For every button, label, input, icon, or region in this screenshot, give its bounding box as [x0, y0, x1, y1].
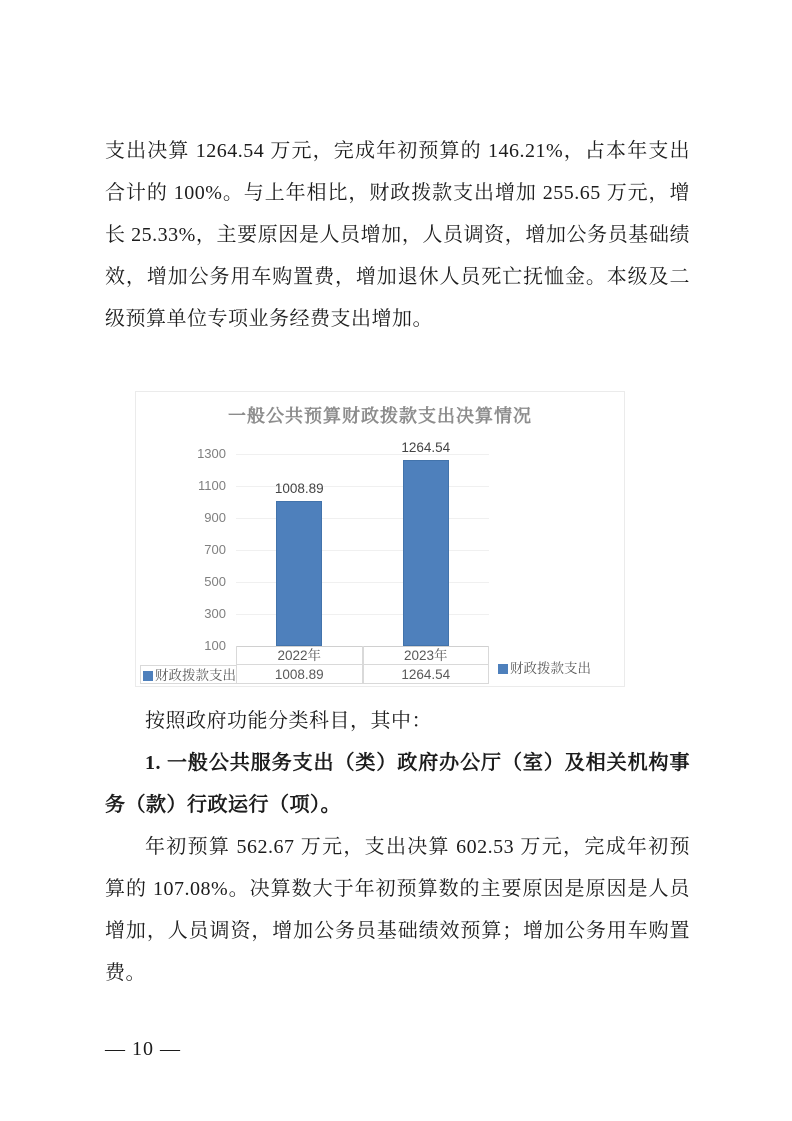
chart-bar — [403, 460, 449, 646]
chart-bar — [276, 501, 322, 646]
paragraph-classification-intro: 按照政府功能分类科目，其中： — [145, 710, 432, 732]
paragraph-expenditure-summary: 支出决算 1264.54 万元，完成年初预算的 146.21%，占本年支出合计的 100%。与上年相比，财政拨款支出增加 255.65 万元，增长 25.33%，主要原因是人员增加，人员调资，增加公务员基础绩效，增加公务用车购置费，增加退休人员死亡抚恤金。本级及二级预算单位专项业务经费支出增加。 — [105, 140, 690, 330]
y-axis-tick-label: 1100 — [198, 478, 226, 493]
table-category-cell: 2023年 — [363, 646, 490, 665]
chart-gridline — [236, 550, 489, 551]
y-axis-tick-label: 900 — [204, 510, 226, 525]
bar-value-label: 1264.54 — [401, 439, 451, 455]
chart-gridline — [236, 582, 489, 583]
bar-value-label: 1008.89 — [274, 480, 324, 496]
paragraph-item-1-detail: 年初预算 562.67 万元，支出决算 602.53 万元，完成年初预算的 107.08%。决算数大于年初预算数的主要原因是原因是人员增加，人员调资，增加公务员基础绩效预算；增加公务用车购置费。 — [105, 836, 690, 984]
legend-swatch — [498, 664, 508, 674]
table-series-label: 财政拨款支出 — [140, 665, 236, 684]
heading-item-1: 1. 一般公共服务支出（类）政府办公厅（室）及相关机构事务（款）行政运行（项）。 — [105, 752, 690, 816]
page-number: — 10 — — [105, 1038, 181, 1060]
table-value-cell: 1264.54 — [363, 665, 490, 684]
y-axis-tick-label: 1300 — [197, 446, 226, 461]
y-axis-tick-label: 700 — [204, 542, 226, 557]
chart-legend: 财政拨款支出 — [498, 657, 591, 677]
chart-gridline — [236, 614, 489, 615]
chart-title: 一般公共预算财政拨款支出决算情况 — [228, 406, 532, 426]
table-category-cell: 2022年 — [236, 646, 363, 665]
table-value-cell: 1008.89 — [236, 665, 363, 684]
bar-chart — [135, 391, 625, 687]
chart-gridline — [236, 518, 489, 519]
y-axis-tick-label: 300 — [204, 606, 226, 621]
y-axis-tick-label: 500 — [204, 574, 226, 589]
series-swatch — [143, 671, 153, 681]
y-axis-tick-label: 100 — [204, 638, 226, 653]
